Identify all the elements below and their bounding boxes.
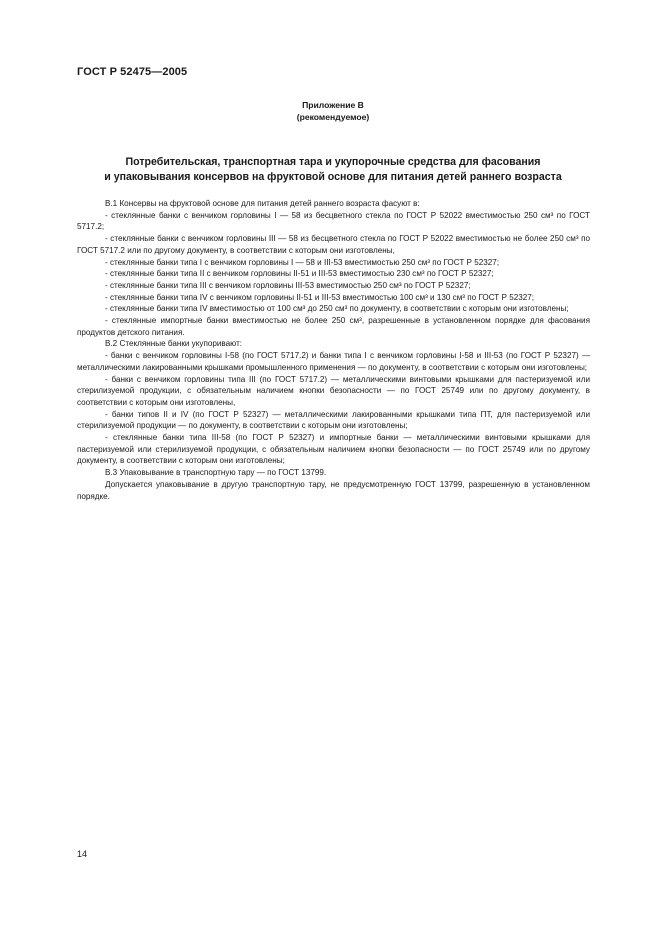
paragraph: - стеклянные банки типа IV вместимостью от 100 см³ до 250 см³ по документу, в соответствии с которым они изготовлены; <box>105 304 569 314</box>
paragraph: - стеклянные банки типа I с венчиком горловины I — 58 и III-53 вместимостью 250 см³ по ГОСТ Р 52327; <box>105 257 500 267</box>
paragraph: - стеклянные импортные банки вместимостью не более 250 см³, разрешенные в установленном порядке для фасования продуктов детского питания. <box>77 316 590 337</box>
title-line-1: Потребительская, транспортная тара и укупорочные средства для фасования <box>125 156 541 168</box>
paragraph: - банки с венчиком горловины типа III (по ГОСТ 5717.2) — металлическими винтовыми крышками для пастеризуемой или стерилизуемой продукции, с обязательным наличием кнопки безопасности — по ГОСТ 25749 или по другому документу, в соответствии с которым они изготовлены, <box>77 374 590 407</box>
paragraph: - стеклянные банки с венчиком горловины III — 58 из бесцветного стекла по ГОСТ Р 52022 вместимостью не более 250 см³ по ГОСТ 5717.2 или по другому документу, в соответствии с которым они изготовлены, <box>77 234 590 255</box>
paragraph: - стеклянные банки с венчиком горловины I — 58 из бесцветного стекла по ГОСТ Р 52022 вместимостью 250 см³ по ГОСТ 5717.2; <box>77 210 590 232</box>
paragraph: - банки типов II и IV (по ГОСТ Р 52327) — металлическими лакированными крышками типа ПТ, для пастеризуемой или стерилизуемой продукции — по документу, в соответствии с которым они изготовлены; <box>77 409 590 431</box>
body-text <box>77 198 590 502</box>
paragraph: - банки с венчиком горловины I-58 (по ГОСТ 5717.2) и банки типа I с венчиком горловины I-58 и III-53 (по ГОСТ Р 52327) — металлическими лакированными крышками промышленного применения — по документу, в соответствии с которым они изготовлены; <box>77 351 590 372</box>
document-header: ГОСТ Р 52475—2005 <box>77 66 188 78</box>
appendix-heading <box>77 99 589 123</box>
paragraph: Допускается упаковывание в другую транспортную тару, не предусмотренную ГОСТ 13799, разрешенную в установленном порядке. <box>77 479 590 501</box>
paragraph: - стеклянные банки типа II с венчиком горловины II-51 и III-53 вместимостью 230 см³ по ГОСТ Р 52327; <box>105 269 494 279</box>
title-line-2: и упаковывания консервов на фруктовой основе для питания детей раннего возраста <box>104 171 562 183</box>
paragraph: В.1 Консервы на фруктовой основе для питания детей раннего возраста фасуют в: <box>105 199 420 208</box>
page-number: 14 <box>77 849 88 859</box>
paragraph: - стеклянные банки типа III-58 (по ГОСТ Р 52327) и импортные банки — металлическими винтовыми крышками для пастеризуемой или стерилизуемой продукции, с обязательным наличием кнопки безопасности — по ГОСТ 25749 или по другому документу, в соответствии с которым они изготовлены; <box>77 433 590 466</box>
appendix-status: (рекомендуемое) <box>296 112 370 122</box>
section-title <box>77 155 589 185</box>
appendix-label: Приложение В <box>302 100 364 110</box>
paragraph: - стеклянные банки типа IV с венчиком горловины II-51 и III-53 вместимостью 100 см³ и 130 см³ по ГОСТ Р 52327; <box>105 292 535 302</box>
paragraph: В.3 Упаковывание в транспортную тару — по ГОСТ 13799. <box>105 468 327 478</box>
paragraph: В.2 Стеклянные банки укупоривают: <box>105 339 243 349</box>
paragraph: - стеклянные банки типа III с венчиком горловины III-53 вместимостью 250 см³ по ГОСТ Р 52327; <box>105 280 471 290</box>
